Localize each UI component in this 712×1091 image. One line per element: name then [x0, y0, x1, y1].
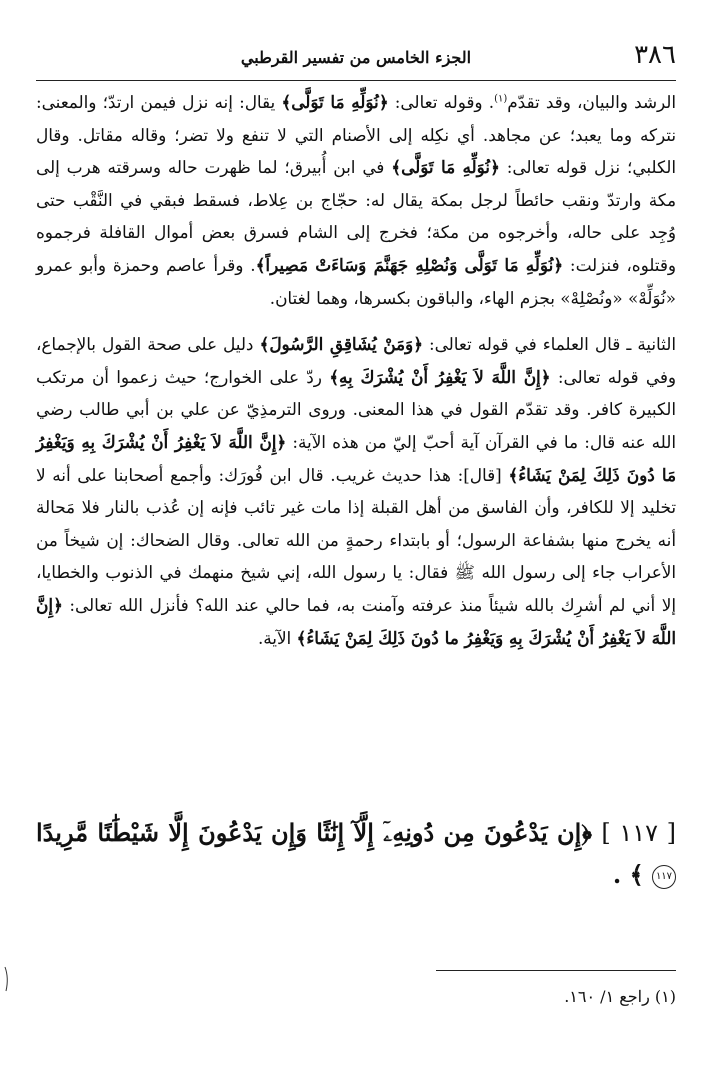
text-run: في ابن أُبيرق؛ لما ظهرت حاله وسرقته هرب إلى مكة وارتدّ ونقب حائطاً لرجل بمكة يقال له: حجّاج بن عِلاط، فسقط فبقي في النَّقْب حتى وُجِد على حاله، وأخرجوه من مكة؛ فخرج إلى الشام فسرق بعض أموال القافلة فرجموه وقتلوه، فنزلت: — [36, 157, 676, 275]
verse-closing: ﴾ . — [612, 860, 644, 889]
scan-edge-mark — [3, 966, 11, 992]
footnote-divider — [436, 970, 676, 971]
quran-quotation: ﴿وَمَنْ يُشَاقِقِ الرَّسُولَ﴾ — [259, 334, 423, 355]
text-run: ردّ على الخوارج؛ حيث زعموا أن مرتكب الكبيرة كافر. وقد تقدّم القول في هذا المعنى. وروى الترمذِيّ عن علي بن أبي طالب رضي الله عنه قال: ما في القرآن آية أحبّ إليّ من هذه الآية: — [36, 366, 676, 452]
header-divider — [36, 80, 676, 81]
quran-quotation: ﴿نُوَلِّهِ مَا تَوَلَّى﴾ — [391, 157, 500, 178]
quran-quotation: ﴿نُوَلِّهِ مَا تَوَلَّى﴾ — [281, 92, 389, 112]
text-run: الرشد والبيان، وقد تقدّم — [507, 92, 676, 112]
text-run: الثانية ـ قال العلماء في قوله تعالى: — [422, 334, 676, 355]
paragraph-second — [36, 328, 676, 654]
text-run: . وقرأ عاصم وحمزة وأبو عمرو «نُوَلِّهْ» «ونُصْلِهْ» بجزم الهاء، والباقون بكسرها، وهما لغتان. — [36, 254, 676, 308]
footnote: (١) راجع ١/ ١٦٠. — [564, 987, 676, 1006]
page-header — [36, 36, 676, 80]
text-run: [قال]: هذا حديث غريب. قال ابن فُورَك: وأجمع أصحابنا على أنه لا تخليد إلا للكافر، وأن الفاسق من أهل القبلة إذا مات غير تائب فإنه إن عُذب بالنار فلا مَحالة أنه يخرج منها بشفاعة الرسول؛ أو بابتداء رحمةٍ من الله تعالى. وقال الضحاك: إن شيخاً من الأعراب جاء إلى رسول الله ﷺ فقال: يا رسول الله، إني شيخ منهمك في الذنوب والخطايا، إلا أني لم أشرِك بالله شيئاً منذ عرفته وآمنت به، فما حالي عند الله؟ فأنزل الله تعالى: — [36, 464, 676, 615]
quran-quotation: ﴿إِنَّ اللَّهَ لاَ يَغْفِرُ أَنْ يُشْرَكَ بِهِ وَيَغْفِرُ مَا دُونَ ذَلِكَ لِمَنْ يَشَاءُ﴾ — [36, 431, 677, 485]
quran-quotation: ﴿إِنَّ اللَّهَ لاَ يَغْفِرُ أَنْ يُشْرَكَ بِهِ﴾ — [329, 366, 551, 387]
commentary-text — [36, 86, 676, 654]
verse-number: [ ١١٧ ] — [601, 819, 676, 847]
verse-text: ﴿إِن يَدْعُونَ مِن دُونِهِۦٓ إِلَّآ إِنَٰثًا وَإِن يَدْعُونَ إِلَّا شَيْطَٰنًا مَّرِيدًا — [36, 818, 592, 847]
text-run: . وقوله تعالى: — [388, 92, 495, 112]
text-run: يقال: إنه نزل فيمن ارتدّ؛ والمعنى: نتركه وما يعبد؛ عن مجاهد. أي نكِله إلى الأصنام التي لا تنفع ولا تضر؛ وقاله مقاتل. وقال الكلبي؛ نزل قوله تعالى: — [36, 92, 677, 178]
text-run: دليل على صحة القول بالإجماع، وفي قوله تعالى: — [36, 334, 676, 387]
quran-quotation: ﴿إِنَّ اللَّهَ لاَ يَغْفِرُ أَنْ يُشْرَكَ بِهِ وَيَغْفِرُ ما دُونَ ذَلِكَ لِمَنْ يَشَاءُ﴾ — [36, 594, 676, 648]
footnote-reference: (١) — [494, 93, 508, 105]
verse-end-marker: ١١٧ — [652, 865, 676, 889]
quran-quotation: ﴿نُوَلِّهِ مَا تَوَلَّى وَنُصْلِهِ جَهَنَّمَ وَسَاءَتْ مَصِيراً﴾ — [255, 254, 564, 275]
text-run: الآية. — [257, 627, 297, 648]
quran-verse-block — [36, 812, 676, 896]
running-title: الجزء الخامس من تفسير القرطبي — [240, 48, 472, 67]
paragraph-first — [36, 86, 676, 314]
page-number: ٣٨٦ — [634, 40, 676, 70]
